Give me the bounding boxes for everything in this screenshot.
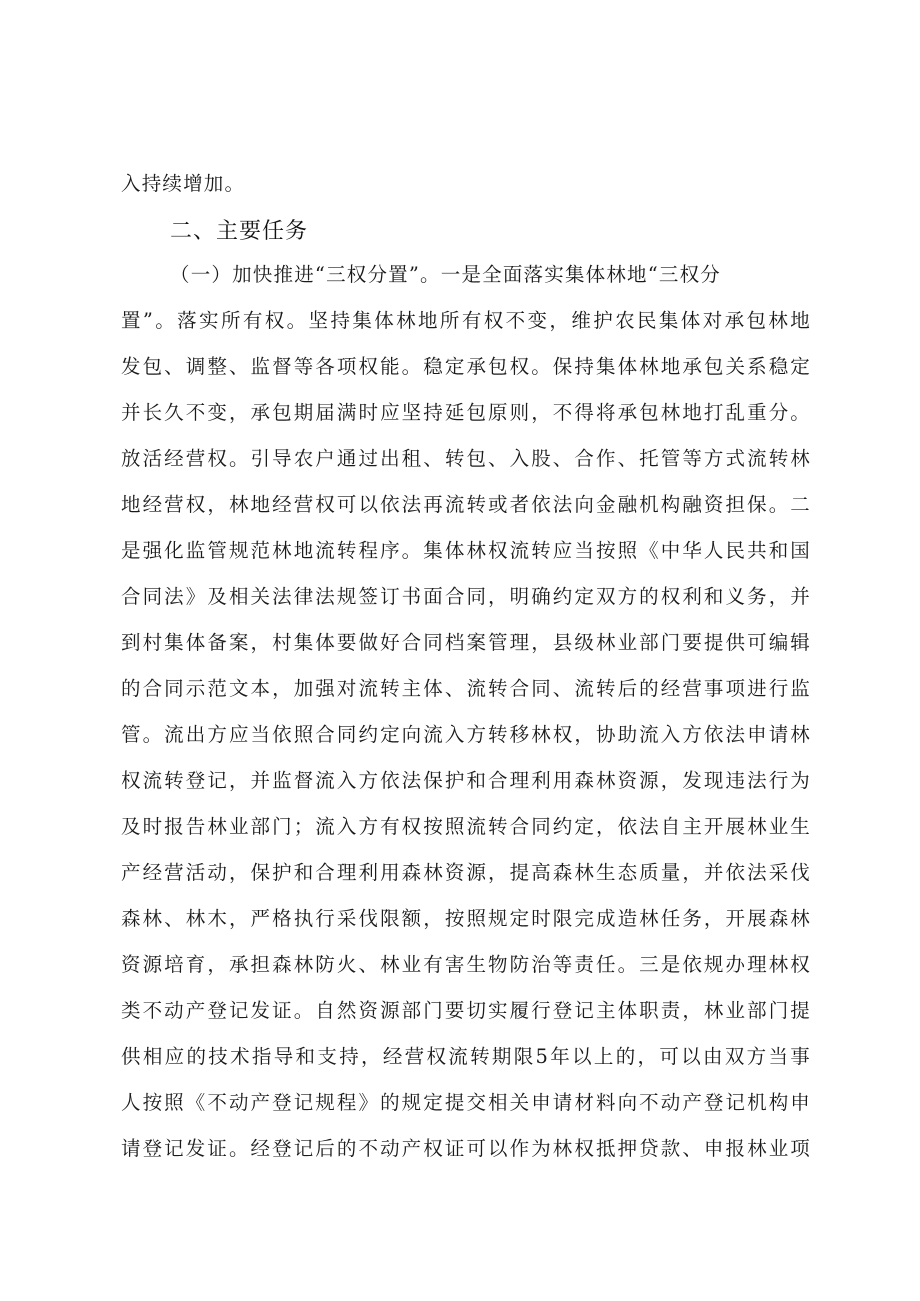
paragraph-line: 森林、林木，严格执行采伐限额，按照规定时限完成造林任务，开展森林 — [121, 907, 811, 930]
paragraph-line: 管。流出方应当依照合同约定向流入方转移林权，协助流入方依法申请林 — [121, 723, 811, 746]
paragraph-line: 地经营权，林地经营权可以依法再流转或者依法向金融机构融资担保。二 — [121, 493, 811, 516]
paragraph-line: 置”。落实所有权。坚持集体林地所有权不变，维护农民集体对承包林地 — [121, 309, 811, 332]
continuation-line: 入持续增加。 — [121, 172, 246, 195]
paragraph-line: 的合同示范文本，加强对流转主体、流转合同、流转后的经营事项进行监 — [121, 677, 811, 700]
paragraph-line: 放活经营权。引导农户通过出租、转包、入股、合作、托管等方式流转林 — [121, 447, 811, 470]
paragraph-line: 权流转登记，并监督流入方依法保护和合理利用森林资源，发现违法行为 — [121, 769, 811, 792]
paragraph-line: （一）加快推进“三权分置”。一是全面落实集体林地“三权分 — [170, 263, 722, 286]
paragraph-line: 产经营活动，保护和合理利用森林资源，提高森林生态质量，并依法采伐 — [121, 861, 811, 884]
paragraph-line: 合同法》及相关法律法规签订书面合同，明确约定双方的权利和义务，并 — [121, 585, 811, 608]
paragraph-line: 并长久不变，承包期届满时应坚持延包原则，不得将承包林地打乱重分。 — [121, 401, 811, 424]
paragraph-line: 及时报告林业部门；流入方有权按照流转合同约定，依法自主开展林业生 — [121, 815, 811, 838]
paragraph-line: 请登记发证。经登记后的不动产权证可以作为林权抵押贷款、申报林业项 — [121, 1137, 811, 1160]
paragraph-line: 供相应的技术指导和支持，经营权流转期限5年以上的，可以由双方当事 — [121, 1045, 811, 1068]
paragraph-line: 人按照《不动产登记规程》的规定提交相关申请材料向不动产登记机构申 — [121, 1091, 811, 1114]
paragraph-line: 发包、调整、监督等各项权能。稳定承包权。保持集体林地承包关系稳定 — [121, 355, 811, 378]
paragraph-line: 资源培育，承担森林防火、林业有害生物防治等责任。三是依规办理林权 — [121, 953, 811, 976]
paragraph-line: 是强化监管规范林地流转程序。集体林权流转应当按照《中华人民共和国 — [121, 539, 811, 562]
paragraph-line: 到村集体备案，村集体要做好合同档案管理，县级林业部门要提供可编辑 — [121, 631, 811, 654]
section-heading: 二、主要任务 — [170, 219, 309, 244]
paragraph-line: 类不动产登记发证。自然资源部门要切实履行登记主体职责，林业部门提 — [121, 999, 811, 1022]
